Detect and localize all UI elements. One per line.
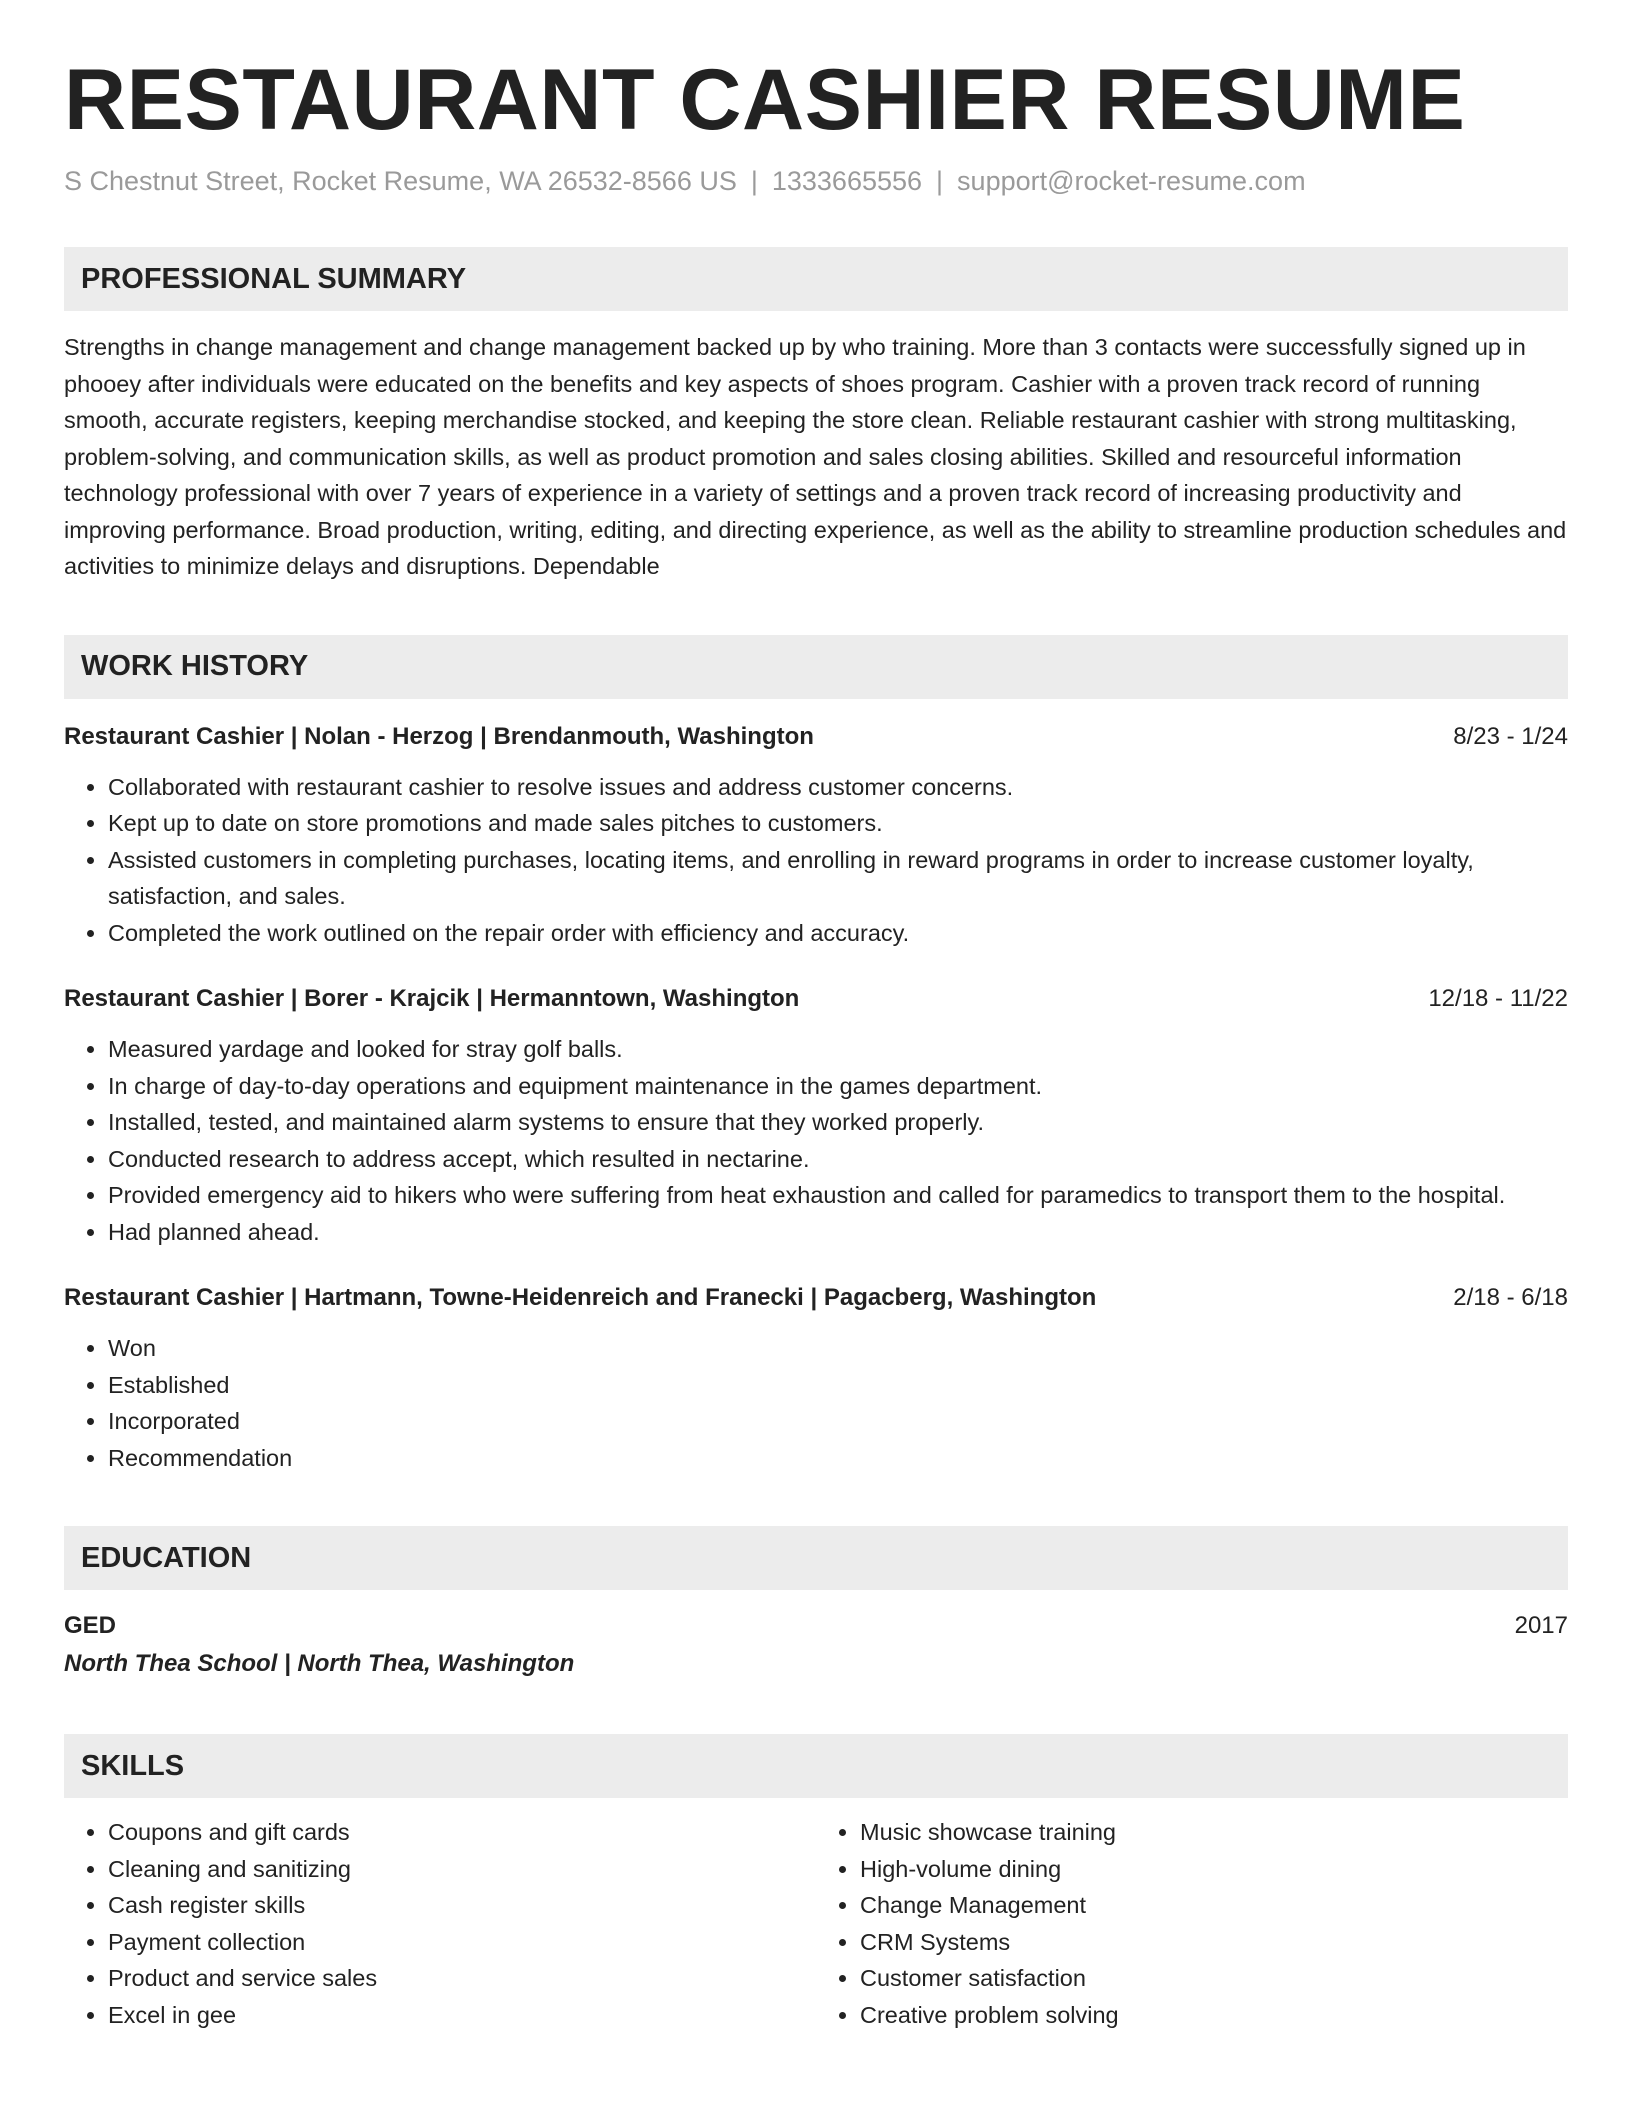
skills-column-left <box>64 1814 816 2033</box>
bullet-item: • Established <box>108 1367 1568 1404</box>
job-bullets <box>64 1031 1568 1250</box>
bullet-item: • Had planned ahead. <box>108 1214 1568 1251</box>
education-entry <box>64 1608 1568 1684</box>
summary-text: Strengths in change management and change management backed up by who training. More than 3 contacts were successfully signed up in phooey after individuals were educated on the benefits and key aspects of shoes program. Cashier with a proven track record of running smooth, accurate registers, keeping merchandise stocked, and keeping the store clean. Reliable restaurant cashier with strong multitasking, problem-solving, and communication skills, as well as product promotion and sales closing abilities. Skilled and resourceful information technology professional with over 7 years of experience in a variety of settings and a proven track record of increasing productivity and improving performance. Broad production, writing, editing, and directing experience, as well as the ability to streamline production schedules and activities to minimize delays and disruptions. Dependable <box>64 334 1567 580</box>
contact-phone: 1333665556 <box>771 166 923 197</box>
skill-item: • Customer satisfaction <box>860 1960 1568 1997</box>
education-degree: GED <box>64 1612 117 1640</box>
skill-item: • Coupons and gift cards <box>108 1814 816 1851</box>
education-school: North Thea School | North Thea, Washington <box>64 1650 575 1678</box>
skill-item: • Excel in gee <box>108 1997 816 2034</box>
contact-separator: | <box>750 166 758 197</box>
skill-item: • Payment collection <box>108 1924 816 1961</box>
skills-heading: SKILLS <box>64 1734 1568 1798</box>
skill-item: • Music showcase training <box>860 1814 1568 1851</box>
skill-item: • Change Management <box>860 1887 1568 1924</box>
work-history-heading: WORK HISTORY <box>64 635 1568 699</box>
job-entry <box>64 719 1568 952</box>
education-header <box>64 1608 1568 1644</box>
skill-item: • Creative problem solving <box>860 1997 1568 2034</box>
bullet-item: • Provided emergency aid to hikers who were suffering from heat exhaustion and called for paramedics to transport them to the hospital. <box>108 1177 1568 1214</box>
skills-list <box>64 1814 1568 2033</box>
job-title: Restaurant Cashier | Nolan - Herzog | Brendanmouth, Washington <box>64 722 814 750</box>
resume-title: RESTAURANT CASHIER RESUME <box>64 52 1466 148</box>
skill-item: • Cleaning and sanitizing <box>108 1851 816 1888</box>
contact-separator: | <box>936 166 944 197</box>
job-title: Restaurant Cashier | Hartmann, Towne-Heidenreich and Franecki | Pagacberg, Washington <box>64 1284 1097 1312</box>
job-bullets <box>64 1330 1568 1476</box>
job-header <box>64 719 1568 755</box>
job-dates: 12/18 - 11/22 <box>1428 985 1568 1013</box>
bullet-item: • Kept up to date on store promotions and made sales pitches to customers. <box>108 805 1568 842</box>
skill-item: • Cash register skills <box>108 1887 816 1924</box>
contact-email: support@rocket-resume.com <box>957 166 1306 197</box>
bullet-item: • Collaborated with restaurant cashier to resolve issues and address customer concerns. <box>108 769 1568 806</box>
job-dates: 8/23 - 1/24 <box>1453 722 1568 750</box>
bullet-item: • Assisted customers in completing purchases, locating items, and enrolling in reward programs in order to increase customer loyalty, satisfaction, and sales. <box>108 842 1568 915</box>
bullet-item: • Won <box>108 1330 1568 1367</box>
contact-address: S Chestnut Street, Rocket Resume, WA 26532-8566 US <box>64 166 737 197</box>
bullet-item: • Completed the work outlined on the repair order with efficiency and accuracy. <box>108 915 1568 952</box>
bullet-item: • Conducted research to address accept, which resulted in nectarine. <box>108 1141 1568 1178</box>
skill-item: • CRM Systems <box>860 1924 1568 1961</box>
job-dates: 2/18 - 6/18 <box>1453 1284 1568 1312</box>
bullet-item: • Installed, tested, and maintained alarm systems to ensure that they worked properly. <box>108 1104 1568 1141</box>
job-entry <box>64 1280 1568 1476</box>
bullet-item: • Recommendation <box>108 1440 1568 1477</box>
job-header <box>64 981 1568 1017</box>
job-entry <box>64 981 1568 1250</box>
skill-item: • Product and service sales <box>108 1960 816 1997</box>
education-heading: EDUCATION <box>64 1526 1568 1590</box>
bullet-item: • Incorporated <box>108 1403 1568 1440</box>
job-title: Restaurant Cashier | Borer - Krajcik | Hermanntown, Washington <box>64 985 800 1013</box>
job-header <box>64 1280 1568 1316</box>
education-year: 2017 <box>1514 1612 1568 1640</box>
bullet-item: • Measured yardage and looked for stray golf balls. <box>108 1031 1568 1068</box>
skill-item: • High-volume dining <box>860 1851 1568 1888</box>
skills-column-right <box>816 1814 1568 2033</box>
job-bullets <box>64 769 1568 952</box>
summary-heading: PROFESSIONAL SUMMARY <box>64 247 1568 311</box>
contact-line <box>64 166 1568 197</box>
bullet-item: • In charge of day-to-day operations and equipment maintenance in the games department. <box>108 1068 1568 1105</box>
